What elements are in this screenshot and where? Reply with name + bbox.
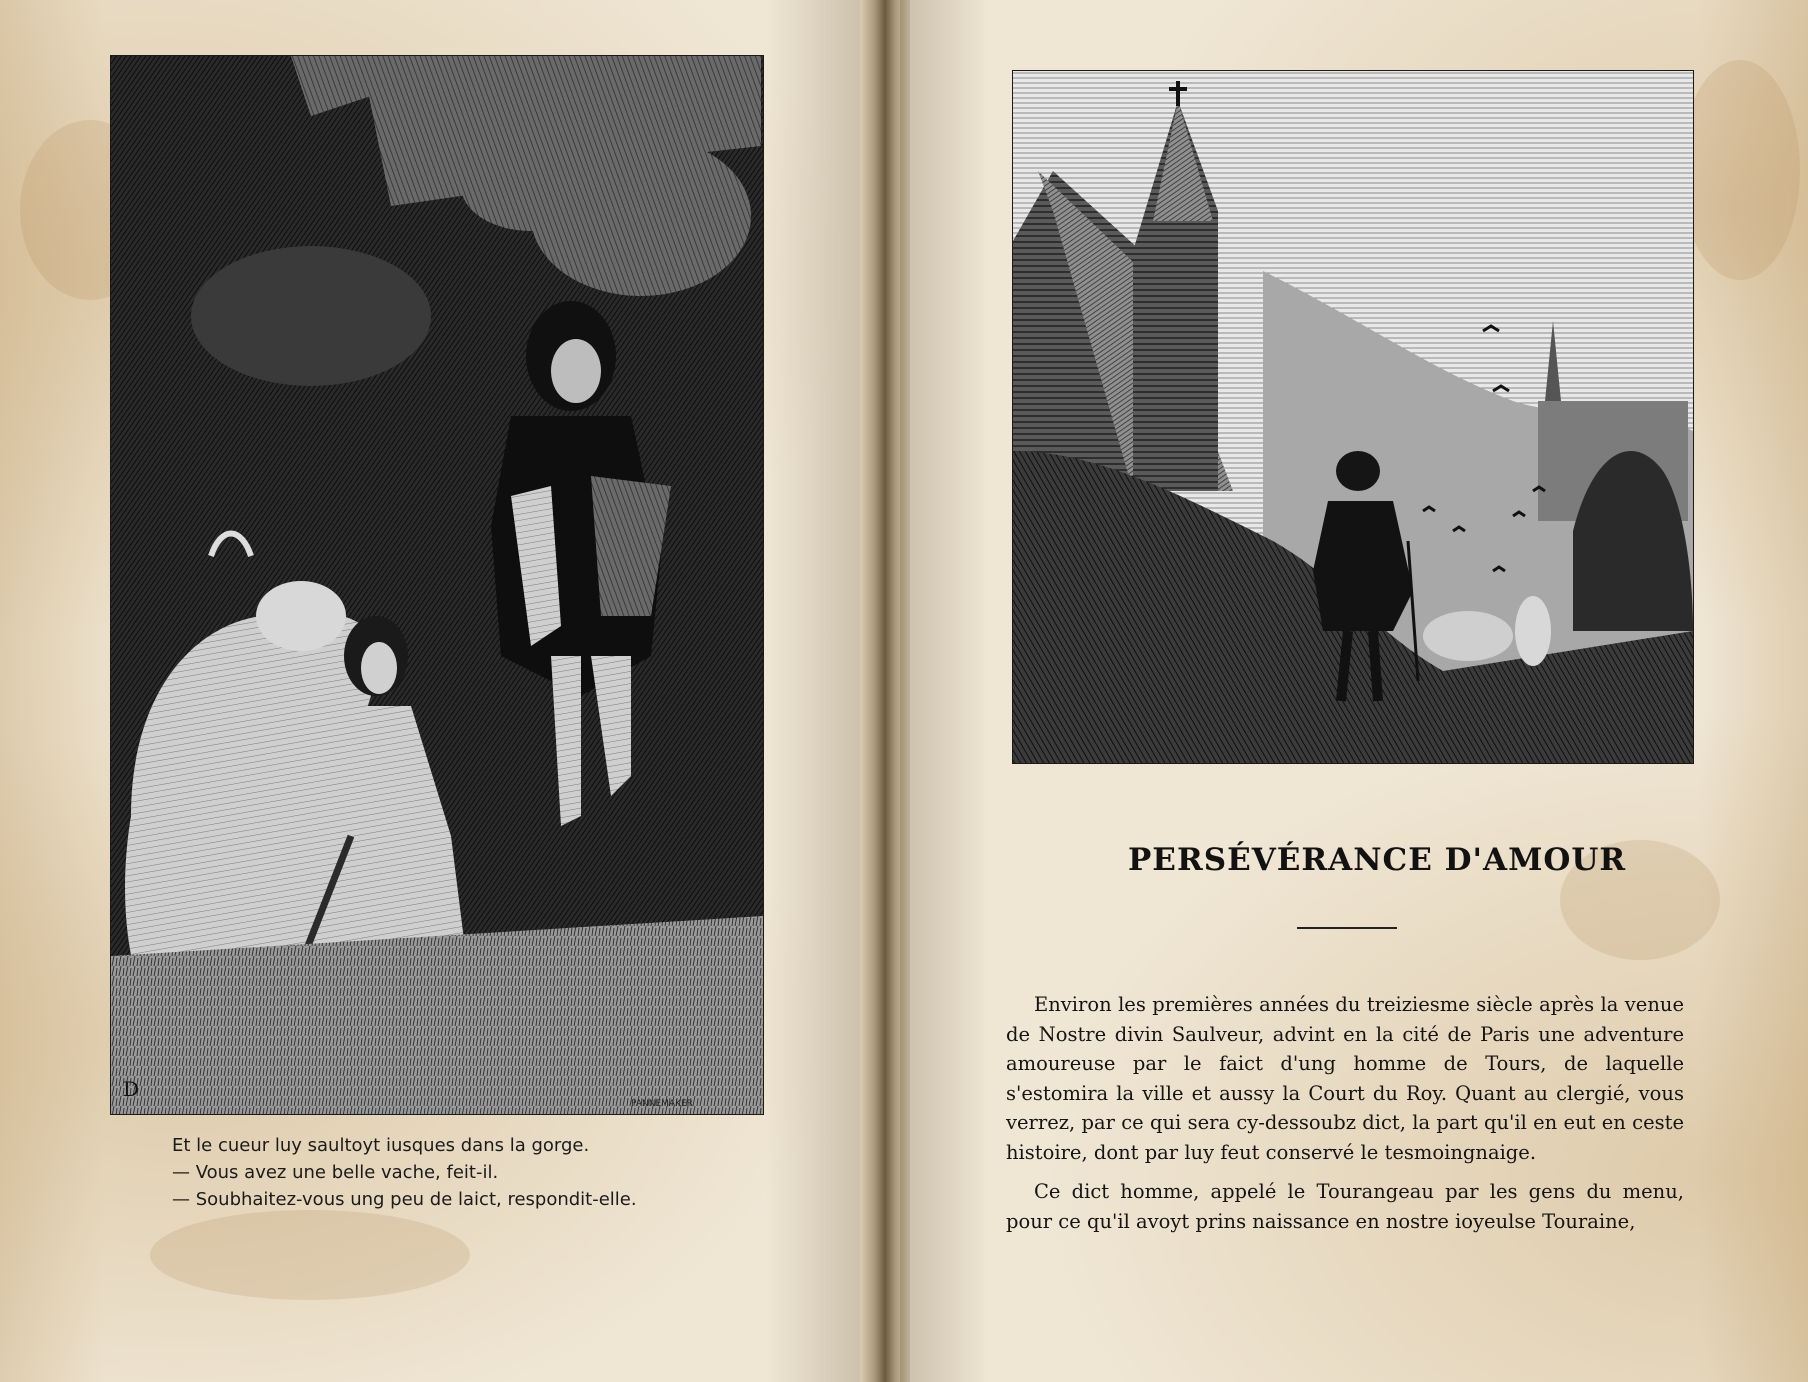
engraving-church-traveler	[1012, 70, 1694, 764]
paragraph: Ce dict homme, appelé le Tourangeau par les gens du menu, pour ce qu'il avoyt prins naissance en nostre ioyeulse Touraine,	[1006, 1180, 1684, 1233]
illustration-caption	[172, 1132, 772, 1213]
caption-line: — Soubhaitez-vous ung peu de laict, respondit-elle.	[172, 1189, 637, 1210]
engraving-cow-maiden	[110, 55, 764, 1115]
paragraph: Environ les premières années du treiziesme siècle après la venue de Nostre divin Saulveur, advint en la cité de Paris une adventure amoureuse par le faict d'ung homme de Tours, de laquelle s'estomira la ville et aussy la Court du Roy. Quant au clergié, vous verrez, par ce qui sera cy-dessoubz dict, la part qu'il en eut en ceste histoire, dont par luy feut conservé le tesmoingnaige.	[1006, 993, 1684, 1164]
title-divider	[1297, 927, 1397, 929]
caption-line: Et le cueur luy saultoyt iusques dans la gorge.	[172, 1135, 590, 1156]
engraver-mark: PANNEMAKER	[631, 1099, 693, 1109]
engraving-cow-maiden-art	[111, 56, 763, 1114]
chapter-title: PERSÉVÉRANCE D'AMOUR	[1128, 842, 1627, 878]
chapter-body	[1006, 990, 1684, 1246]
left-page	[0, 0, 870, 1382]
artist-signature: D	[123, 1077, 140, 1101]
engraving-church-traveler-art	[1013, 71, 1693, 763]
right-page	[900, 0, 1808, 1382]
caption-line: — Vous avez une belle vache, feit-il.	[172, 1162, 499, 1183]
